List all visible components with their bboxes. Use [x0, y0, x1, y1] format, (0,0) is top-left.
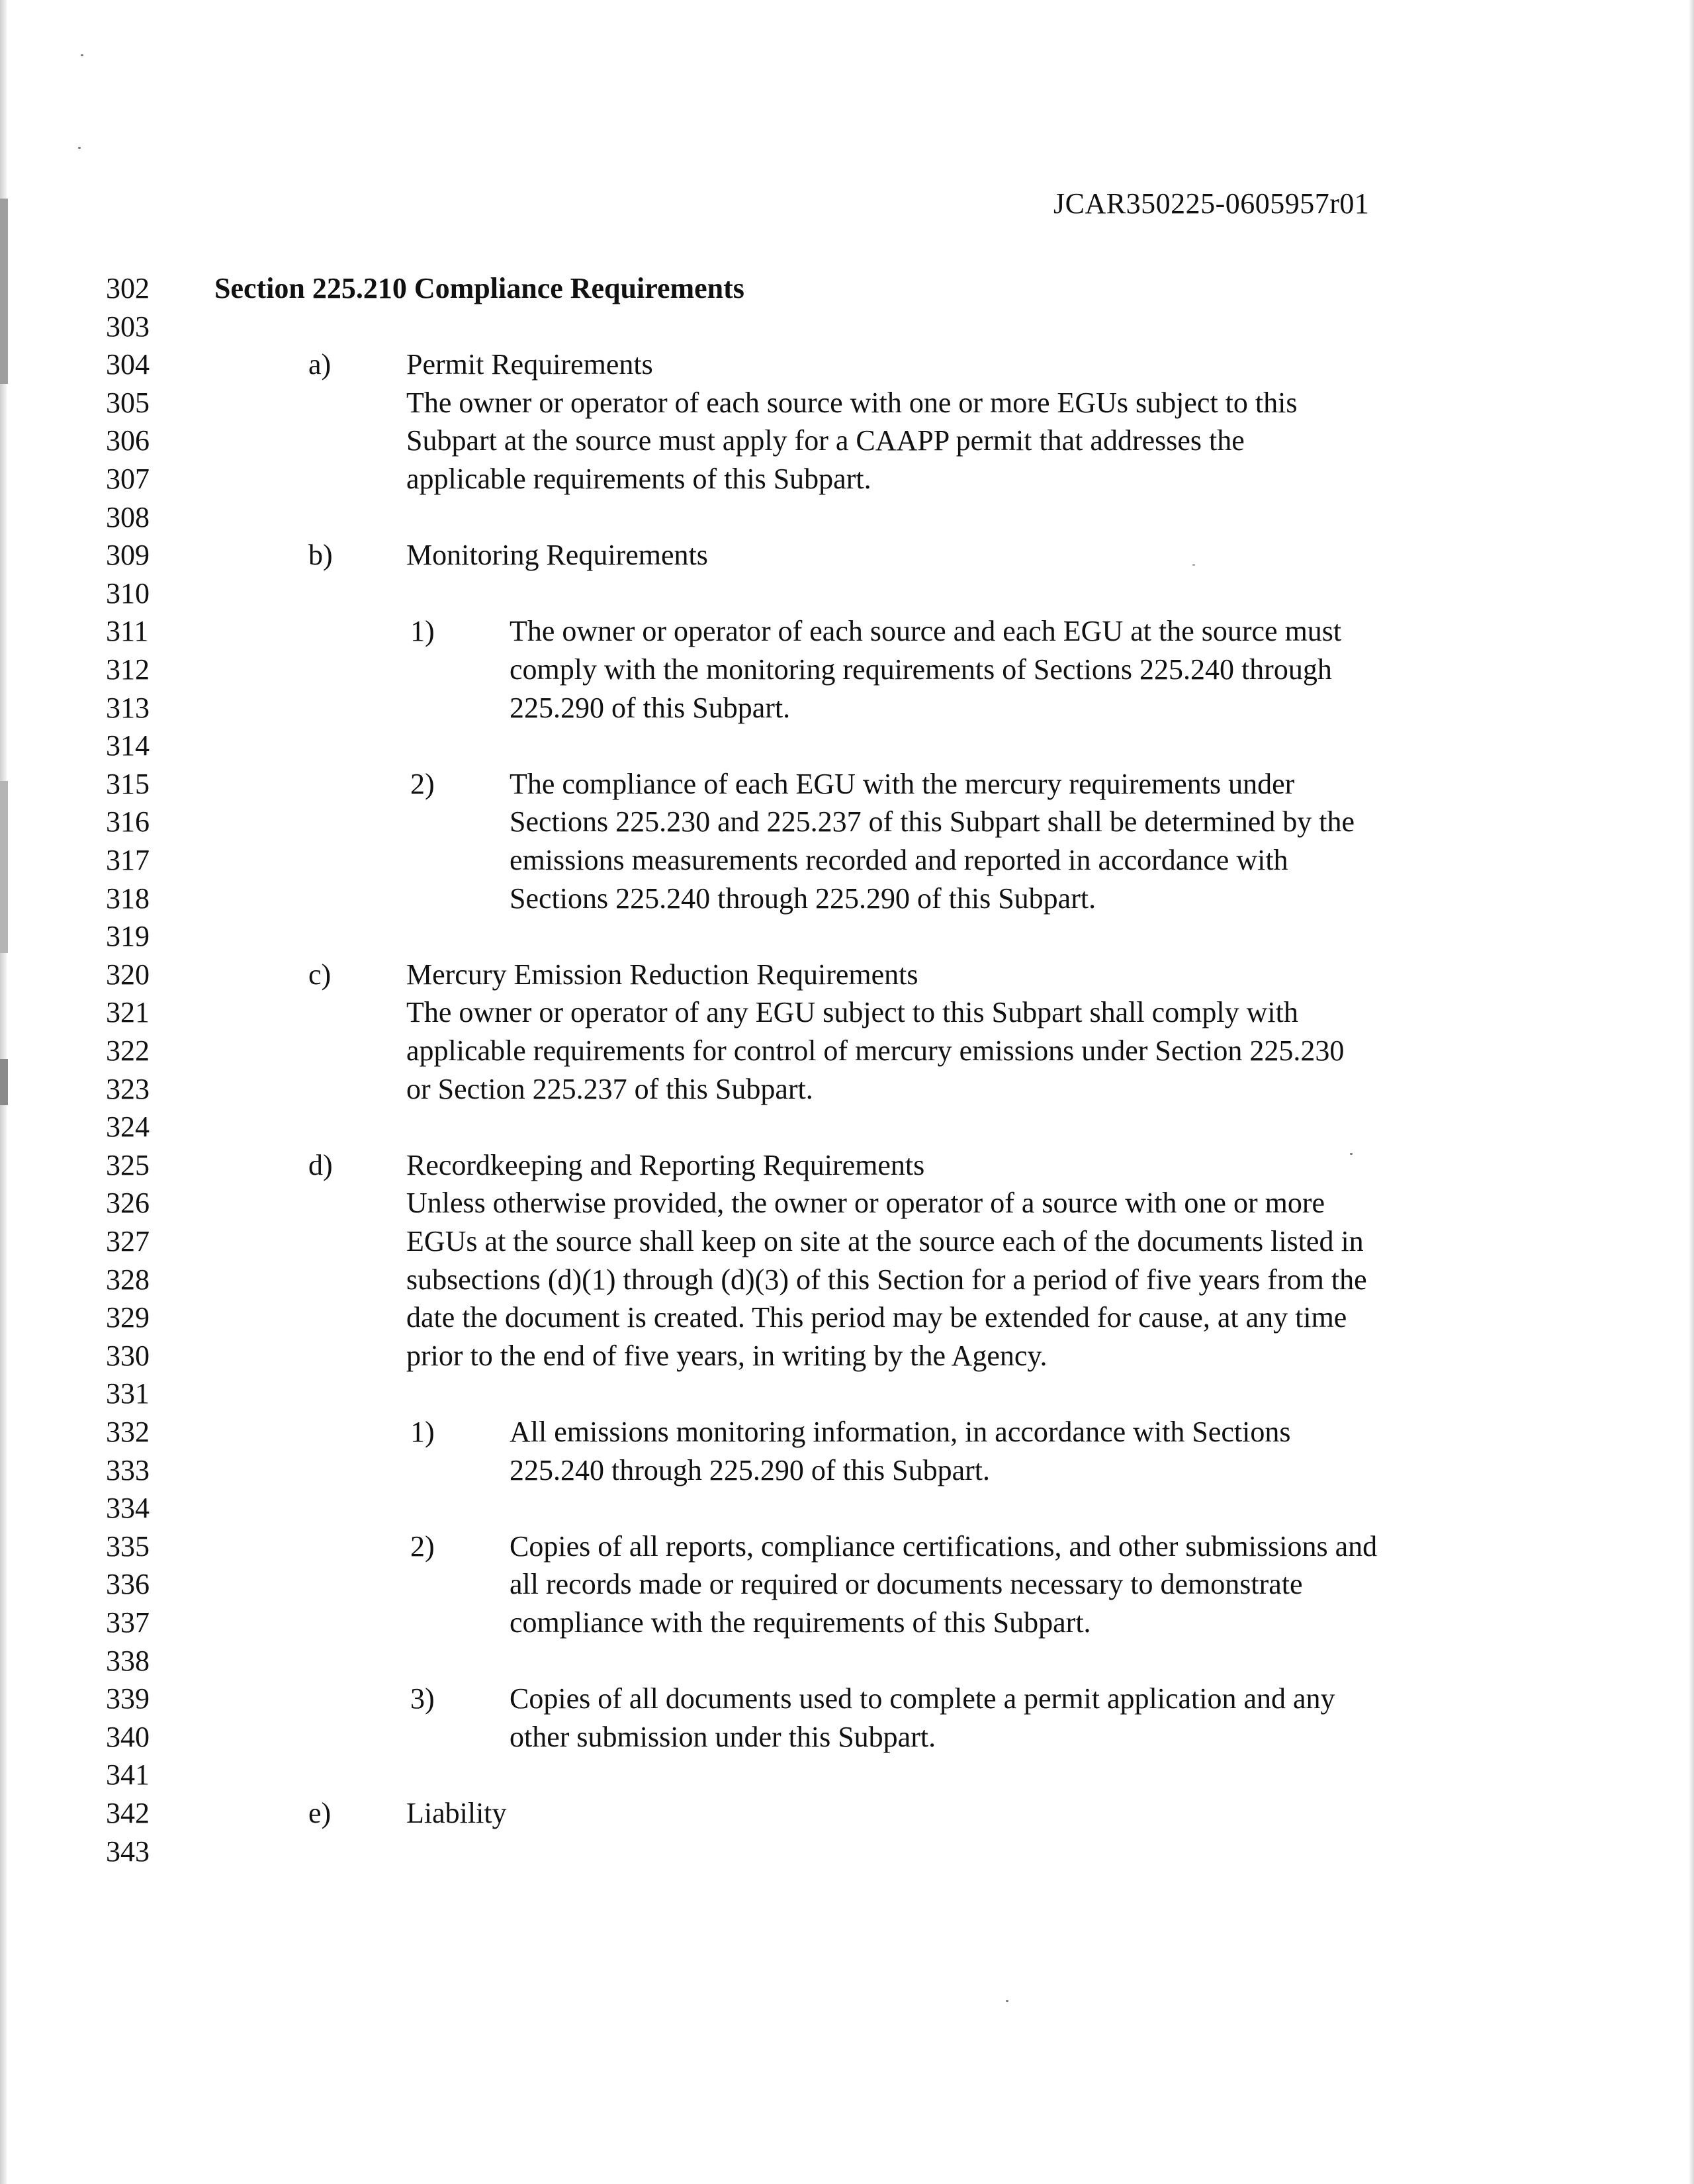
line-number: 317 [106, 844, 150, 876]
line-text: EGUs at the source shall keep on site at the source each of the documents listed in [406, 1225, 1364, 1257]
line-number: 330 [106, 1339, 150, 1372]
line-text: Permit Requirements [406, 348, 653, 381]
scan-speck [1006, 2000, 1008, 2002]
section-heading: Section 225.210 Compliance Requirements [214, 272, 744, 304]
scan-speck [81, 54, 83, 56]
line-text: The compliance of each EGU with the mercury requirements under [510, 767, 1295, 800]
line-number: 312 [106, 653, 150, 686]
line-text: compliance with the requirements of this Subpart. [510, 1606, 1091, 1639]
document-line [0, 956, 1694, 993]
line-number: 320 [106, 958, 150, 991]
document-line [0, 1338, 1694, 1375]
document-line [0, 842, 1694, 879]
line-number: 309 [106, 539, 150, 572]
document-line [0, 766, 1694, 803]
document-line [0, 346, 1694, 383]
line-text: all records made or required or documents necessary to demonstrate [510, 1568, 1303, 1601]
document-line [0, 1566, 1694, 1603]
line-number: 310 [106, 576, 150, 610]
document-line [0, 1414, 1694, 1451]
line-number: 340 [106, 1720, 150, 1753]
line-number: 321 [106, 996, 150, 1029]
list-marker: d) [308, 1148, 333, 1181]
list-marker: e) [308, 1797, 332, 1829]
list-marker: a) [308, 348, 332, 381]
document-line [0, 803, 1694, 841]
line-text: Monitoring Requirements [406, 539, 708, 572]
line-text: Subpart at the source must apply for a CAAPP permit that addresses the [406, 424, 1245, 457]
line-text: date the document is created. This period may be extended for cause, at any time [406, 1301, 1347, 1334]
document-line [0, 1375, 1694, 1412]
document-line [0, 422, 1694, 459]
line-number: 307 [106, 463, 150, 495]
line-number: 305 [106, 386, 150, 419]
list-marker: 3) [410, 1682, 435, 1715]
line-number: 327 [106, 1225, 150, 1257]
document-line [0, 1223, 1694, 1260]
line-text: Copies of all reports, compliance certifications, and other submissions and [510, 1529, 1378, 1563]
line-number: 322 [106, 1034, 150, 1067]
document-line [0, 575, 1694, 612]
line-number: 311 [106, 615, 149, 648]
document-line [0, 1719, 1694, 1756]
line-number: 332 [106, 1416, 150, 1448]
document-line [0, 537, 1694, 574]
line-text: Recordkeeping and Reporting Requirements [406, 1148, 925, 1181]
document-line [0, 1490, 1694, 1527]
line-text: Unless otherwise provided, the owner or operator of a source with one or more [406, 1187, 1325, 1220]
document-line [0, 880, 1694, 917]
document-line [0, 1795, 1694, 1832]
line-number: 323 [106, 1072, 150, 1105]
document-line [0, 1643, 1694, 1680]
document-id: JCAR350225-0605957r01 [1053, 187, 1370, 220]
line-text: All emissions monitoring information, in accordance with Sections [510, 1416, 1291, 1448]
document-line [0, 1261, 1694, 1298]
line-number: 343 [106, 1835, 150, 1868]
document-line [0, 1032, 1694, 1069]
line-number: 306 [106, 424, 150, 457]
list-marker: 1) [410, 615, 435, 648]
line-number: 328 [106, 1263, 150, 1296]
document-line [0, 1299, 1694, 1336]
document-line [0, 651, 1694, 688]
line-number: 313 [106, 691, 150, 724]
document-line [0, 613, 1694, 650]
line-text: 225.240 through 225.290 of this Subpart. [510, 1453, 990, 1486]
document-line [0, 1452, 1694, 1489]
line-number: 316 [106, 805, 150, 839]
line-number: 334 [106, 1492, 150, 1525]
document-line [0, 1185, 1694, 1222]
line-number: 339 [106, 1682, 150, 1715]
line-number: 342 [106, 1797, 150, 1829]
document-line [0, 499, 1694, 536]
line-text: Sections 225.230 and 225.237 of this Subpart shall be determined by the [510, 805, 1355, 839]
line-text: The owner or operator of each source with one or more EGUs subject to this [406, 386, 1298, 419]
document-line [0, 1833, 1694, 1870]
list-marker: b) [308, 539, 333, 572]
line-number: 335 [106, 1529, 150, 1563]
line-number: 302 [106, 272, 150, 304]
document-line [0, 1680, 1694, 1717]
line-number: 318 [106, 882, 150, 915]
line-text: or Section 225.237 of this Subpart. [406, 1072, 813, 1105]
line-text: applicable requirements of this Subpart. [406, 463, 871, 495]
line-number: 315 [106, 767, 150, 800]
line-number: 308 [106, 500, 150, 533]
document-line [0, 727, 1694, 764]
document-line [0, 1528, 1694, 1565]
line-number: 304 [106, 348, 150, 381]
line-text: prior to the end of five years, in writing by the Agency. [406, 1339, 1048, 1372]
document-line [0, 1147, 1694, 1184]
document-line [0, 1071, 1694, 1108]
line-text: The owner or operator of each source and each EGU at the source must [510, 615, 1342, 648]
list-marker: 2) [410, 767, 435, 800]
line-text: Liability [406, 1797, 507, 1829]
document-line [0, 270, 1694, 307]
line-text: 225.290 of this Subpart. [510, 691, 791, 724]
line-text: applicable requirements for control of mercury emissions under Section 225.230 [406, 1034, 1345, 1067]
document-line [0, 1756, 1694, 1794]
line-number: 329 [106, 1301, 150, 1334]
line-text: The owner or operator of any EGU subject to this Subpart shall comply with [406, 996, 1298, 1029]
line-text: Copies of all documents used to complete a permit application and any [510, 1682, 1335, 1715]
line-text: comply with the monitoring requirements of Sections 225.240 through [510, 653, 1332, 686]
document-line [0, 918, 1694, 955]
line-number: 333 [106, 1453, 150, 1486]
line-number: 336 [106, 1568, 150, 1601]
document-line [0, 690, 1694, 727]
document-line [0, 461, 1694, 498]
document-line [0, 1604, 1694, 1641]
line-text: Mercury Emission Reduction Requirements [406, 958, 918, 991]
line-number: 337 [106, 1606, 150, 1639]
line-text: emissions measurements recorded and reported in accordance with [510, 844, 1288, 876]
line-number: 325 [106, 1148, 150, 1181]
line-text: other submission under this Subpart. [510, 1720, 936, 1753]
list-marker: 2) [410, 1529, 435, 1563]
line-number: 331 [106, 1377, 150, 1410]
list-marker: 1) [410, 1416, 435, 1448]
line-number: 303 [106, 310, 150, 343]
line-number: 314 [106, 729, 150, 762]
line-number: 326 [106, 1187, 150, 1220]
line-text: Sections 225.240 through 225.290 of this Subpart. [510, 882, 1096, 915]
document-line [0, 994, 1694, 1031]
line-number: 319 [106, 920, 150, 953]
scan-speck [78, 147, 81, 149]
line-text: subsections (d)(1) through (d)(3) of this Section for a period of five years from the [406, 1263, 1367, 1296]
line-number: 324 [106, 1111, 150, 1144]
line-number: 338 [106, 1644, 150, 1677]
document-line [0, 385, 1694, 422]
document-line [0, 308, 1694, 345]
list-marker: c) [308, 958, 332, 991]
line-number: 341 [106, 1758, 150, 1792]
document-line [0, 1109, 1694, 1146]
